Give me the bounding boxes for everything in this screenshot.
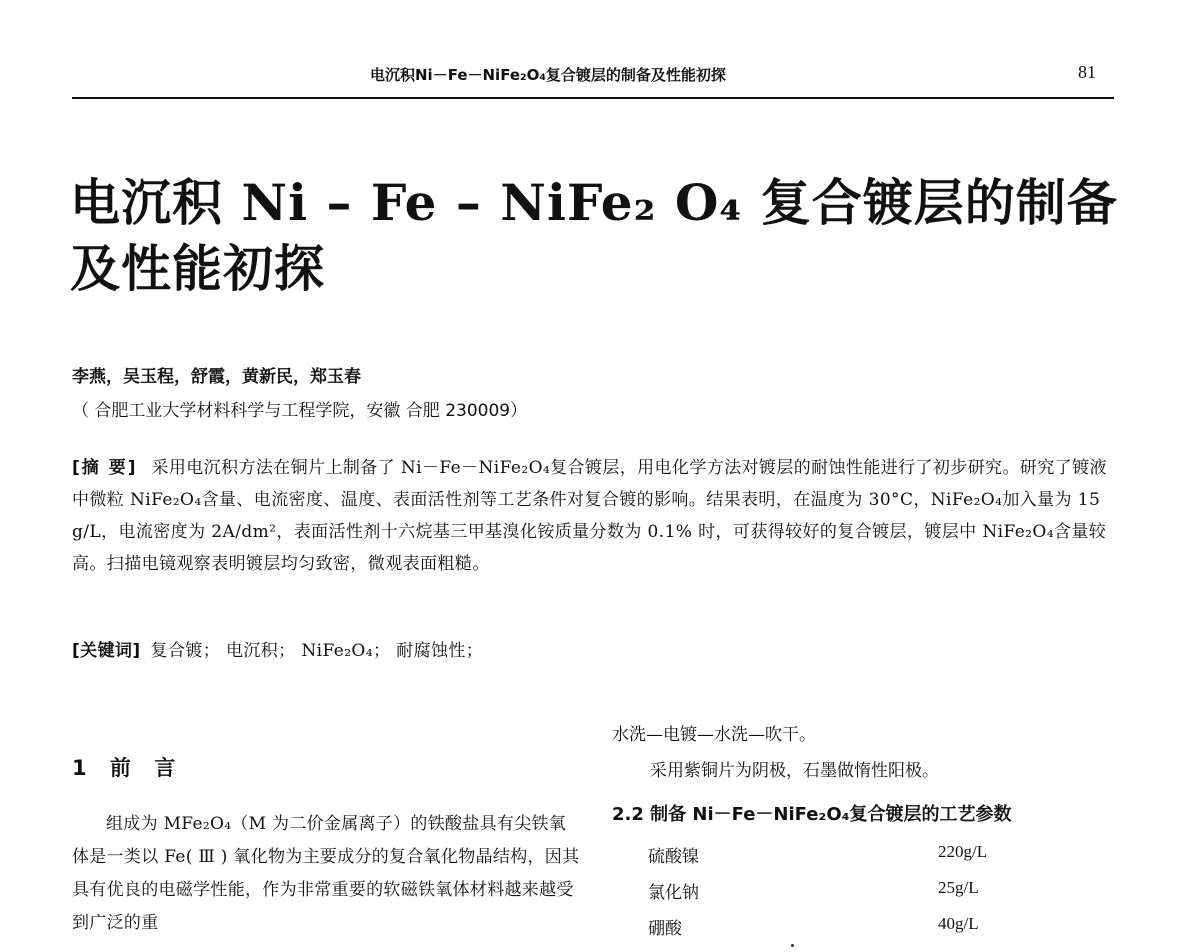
paper-title: 电沉积 Ni – Fe – NiFe₂ O₄ 复合镀层的制备及性能初探 [70, 173, 1118, 298]
page-number: 81 [1078, 62, 1096, 82]
section-heading-introduction: 1 前 言 [72, 756, 184, 780]
procedure-line: 水洗—电镀—水洗—吹干。 [612, 725, 816, 745]
introduction-paragraph [72, 808, 582, 940]
authors: 李燕，吴玉程，舒霞，黄新民，郑玉春 [72, 367, 361, 387]
abstract-label: [摘 要] [72, 458, 138, 478]
keywords-label: [关键词] [72, 641, 141, 661]
subsection-heading-parameters: 2.2 制备 Ni－Fe－NiFe₂O₄复合镀层的工艺参数 [612, 804, 1012, 825]
running-title: 电沉积Ni－Fe－NiFe₂O₄复合镀层的制备及性能初探 [370, 66, 726, 84]
keywords [72, 636, 483, 661]
affiliation: （ 合肥工业大学材料科学与工程学院，安徽 合肥 230009） [72, 401, 528, 421]
scan-dot [791, 944, 794, 947]
abstract [72, 452, 1122, 580]
keywords-text: 复合镀； 电沉积； NiFe₂O₄； 耐腐蚀性； [150, 641, 484, 661]
header-rule [72, 97, 1114, 99]
abstract-text: 采用电沉积方法在铜片上制备了 Ni－Fe－NiFe₂O₄复合镀层，用电化学方法对镀层的耐蚀性能进行了初步研究。研究了镀液中微粒 NiFe₂O₄含量、电流密度、温度、表面活性剂等工艺条件对复合镀的影响。结果表明，在温度为 30°C，NiFe₂O₄加入量为 15 g/L，电流密度为 2A/dm²，表面活性剂十六烷基三甲基溴化铵质量分数为 0.1% 时，可获得较好的复合镀层，镀层中 NiFe₂O₄含量较高。扫描电镜观察表明镀层均匀致密，微观表面粗糙。 [72, 458, 1107, 574]
parameter-value: 220g/L [938, 842, 988, 861]
parameter-row [648, 840, 1118, 876]
parameter-row [648, 876, 1118, 912]
electrode-line: 采用紫铜片为阴极，石墨做惰性阳极。 [650, 761, 939, 781]
running-header [0, 58, 1200, 88]
introduction-text: 组成为 MFe₂O₄（M 为二价金属离子）的铁酸盐具有尖铁氧体是一类以 Fe( Ⅲ ) 氧化物为主要成分的复合氧化物晶结构，因其具有优良的电磁学性能，作为非常重要的软磁铁氧体材料越来越受到广泛的重 [72, 814, 580, 933]
parameter-name: 氯化钠 [648, 883, 699, 903]
parameter-value: 40g/L [938, 914, 979, 933]
parameter-name: 硫酸镍 [648, 847, 699, 867]
parameter-list [648, 840, 1118, 948]
parameter-value: 25g/L [938, 878, 979, 897]
parameter-name: 硼酸 [648, 919, 682, 939]
parameter-row [648, 912, 1118, 948]
